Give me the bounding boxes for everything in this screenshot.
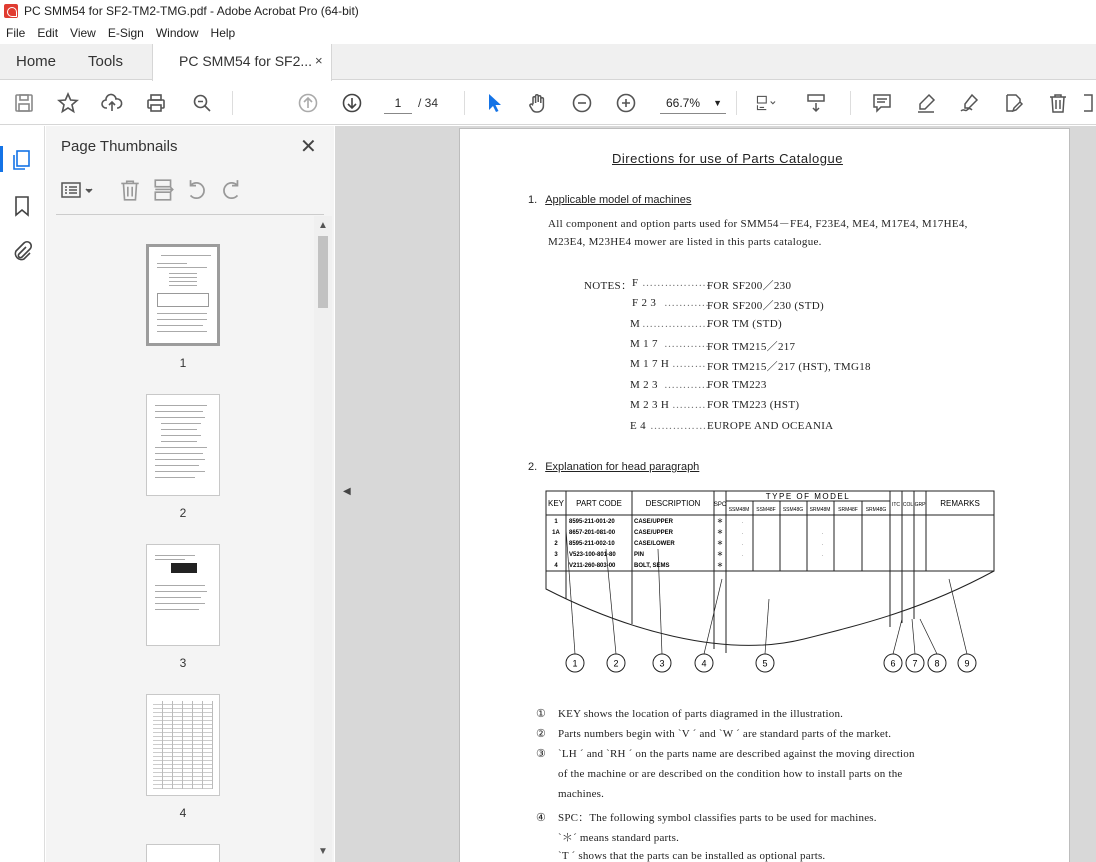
model-header: SRM48M [809, 507, 831, 513]
page-thumbnails-icon[interactable] [10, 148, 34, 172]
note-text: FOR TM215／217 [707, 341, 796, 353]
head-paragraph-diagram [544, 489, 1004, 679]
type-of-model-header: TYPE OF MODEL [765, 492, 851, 501]
save-icon[interactable] [12, 92, 36, 114]
explanation-continued: of the machine or are described on the condition how to install parts on the [558, 768, 903, 780]
note-dots: …………… [650, 420, 707, 432]
col-key-header: KEY [547, 499, 565, 508]
row-code: 8595-211-001-20 [569, 519, 615, 525]
next-page-icon[interactable] [340, 92, 364, 114]
scroll-down-icon[interactable]: ▼ [318, 846, 328, 857]
page-thumbnail-4[interactable] [146, 694, 220, 796]
more-tools-icon[interactable] [1082, 92, 1094, 114]
comment-icon[interactable] [870, 92, 894, 114]
page-number-input[interactable]: 1 [384, 92, 412, 114]
note-text: FOR SF200／230 (STD) [707, 300, 824, 312]
callout-5: 5 [762, 658, 768, 669]
row-desc: CASE/UPPER [634, 530, 674, 536]
explanation-continued: ˋ＊ˊ means standard parts. [558, 832, 680, 844]
page-thumbnails-panel [46, 126, 334, 862]
note-code: F [632, 277, 639, 289]
row-desc: CASE/LOWER [634, 541, 675, 547]
callout-2: 2 [613, 658, 619, 669]
note-text: FOR TM223 [707, 379, 767, 391]
tab-tools[interactable]: Tools [88, 53, 124, 70]
callout-1: 1 [572, 658, 578, 669]
section-1-text: All component and option parts used for SMM54－FE4, F23E4, ME4, M17E4, M17HE4, [548, 218, 968, 230]
select-cursor-icon[interactable] [482, 92, 506, 114]
row-code: 8657-201-081-00 [569, 530, 616, 536]
callout-7: 7 [912, 658, 918, 669]
row-spc: ＊ [716, 519, 724, 525]
page-thumbnail-label: 2 [179, 506, 187, 520]
section-1-text: M23E4, M23HE4 mower are listed in this parts catalogue. [548, 236, 822, 248]
model-header: SRM48F [838, 507, 858, 513]
col-remarks-header: REMARKS [940, 499, 980, 508]
document-title: Directions for use of Parts Catalogue [612, 151, 843, 166]
toolbar-separator [232, 91, 233, 115]
scroll-mode-icon[interactable] [804, 92, 828, 114]
panel-title: Page Thumbnails [61, 138, 178, 155]
edit-pdf-icon[interactable] [1002, 92, 1026, 114]
collapse-panel-icon[interactable]: ◀ [343, 486, 351, 497]
row-spc: ＊ [716, 563, 724, 569]
row-code: V523-100-801-80 [569, 552, 616, 558]
thumbnail-scrollbar[interactable] [314, 216, 332, 862]
zoom-out-icon[interactable] [570, 92, 594, 114]
col-spc-header: SPC [713, 502, 727, 508]
note-text: FOR TM223 (HST) [707, 399, 800, 411]
note-dots: ………… [664, 379, 710, 391]
scroll-up-icon[interactable]: ▲ [318, 220, 328, 231]
model-header: SRM48G [865, 507, 887, 513]
page-total: / 34 [418, 96, 439, 110]
delete-trash-icon[interactable] [1046, 92, 1070, 114]
note-text: FOR TM215／217 (HST), TMG18 [707, 361, 871, 373]
document-viewer [335, 126, 1096, 862]
bookmark-icon[interactable] [10, 194, 34, 218]
note-code: M 2 3 H [630, 399, 670, 411]
explanation-item: ② Parts numbers begin with ˋV ˊ and ˋW ˊ are standard parts of the market. [536, 728, 892, 740]
zoom-level-select[interactable] [660, 92, 726, 114]
highlight-pen-icon[interactable] [914, 92, 938, 114]
callout-3: 3 [659, 658, 665, 669]
delete-page-icon[interactable] [118, 178, 142, 202]
menu-esign[interactable]: E-Sign [107, 26, 144, 40]
explanation-item: ③ ˋLH ˊ and ˋRH ˊ on the parts name are described against the moving direction [536, 748, 915, 760]
attachment-icon[interactable] [10, 240, 34, 264]
model-header: SSM48G [782, 507, 804, 513]
note-code: M 1 7 H [630, 358, 670, 370]
menu-help[interactable]: Help [210, 26, 236, 40]
page-thumbnail-1[interactable] [146, 244, 220, 346]
explanation-continued: machines. [558, 788, 605, 800]
svg-text:.: . [742, 541, 744, 547]
note-code: M [630, 318, 641, 330]
notes-label: NOTES： [584, 280, 633, 292]
insert-page-icon[interactable] [152, 178, 176, 202]
svg-text:.: . [742, 552, 744, 558]
note-dots: ……… [672, 399, 706, 411]
options-menu-icon[interactable] [60, 178, 96, 202]
menu-window[interactable]: Window [155, 26, 199, 40]
row-desc: BOLT, SEMS [634, 563, 670, 569]
note-code: E 4 [630, 420, 646, 432]
note-text: FOR TM (STD) [707, 318, 782, 330]
toolbar [0, 81, 1096, 125]
rotate-clockwise-icon[interactable] [220, 178, 244, 202]
tab-home[interactable]: Home [16, 53, 57, 70]
tab-document[interactable] [152, 44, 332, 81]
close-panel-icon[interactable]: ✕ [300, 136, 317, 158]
explanation-item: ④ SPC：The following symbol classifies parts to be used for machines. [536, 812, 877, 824]
callout-8: 8 [934, 658, 940, 669]
note-text: FOR SF200／230 [707, 280, 792, 292]
note-dots: ……… [672, 358, 706, 370]
acrobat-icon [4, 4, 18, 18]
active-indicator [0, 146, 3, 172]
explanation-item: ① KEY shows the location of parts diagramed in the illustration. [536, 708, 844, 720]
svg-text:.: . [822, 541, 824, 547]
section-2-heading: 2. Explanation for head paragraph [528, 461, 700, 473]
tab-document-label: PC SMM54 for SF2... [179, 53, 313, 69]
menu-edit[interactable]: Edit [37, 26, 59, 40]
chevron-down-icon: ▼ [713, 98, 722, 108]
callout-6: 6 [890, 658, 896, 669]
upload-cloud-icon[interactable] [100, 92, 124, 114]
model-header: SSM48F [756, 507, 776, 513]
row-key: 1 [554, 519, 558, 525]
col-col-header: COL [902, 502, 914, 508]
close-tab-icon[interactable]: × [315, 53, 323, 68]
note-text: EUROPE AND OCEANIA [707, 420, 834, 432]
row-desc: CASE/UPPER [634, 519, 674, 525]
page-fit-icon[interactable] [750, 92, 784, 114]
row-key: 3 [554, 552, 558, 558]
svg-text:.: . [742, 530, 744, 536]
row-desc: PIN [634, 552, 645, 558]
note-dots: ……………… [642, 277, 710, 289]
toolbar-separator [464, 91, 465, 115]
svg-text:.: . [822, 530, 824, 536]
callout-4: 4 [701, 658, 707, 669]
rotate-counterclockwise-icon[interactable] [184, 178, 208, 202]
menu-view[interactable]: View [70, 26, 96, 40]
row-key: 4 [554, 563, 558, 569]
zoom-level-value: 66.7% [666, 96, 701, 110]
row-spc: ＊ [716, 552, 724, 558]
print-icon[interactable] [144, 92, 168, 114]
panel-toolbar [60, 178, 320, 202]
previous-page-icon[interactable] [296, 92, 320, 114]
col-part-code-header: PART CODE [576, 499, 622, 508]
row-code: V211-260-803-00 [569, 563, 616, 569]
page-thumbnail-3[interactable] [146, 544, 220, 646]
menu-bar [0, 22, 1096, 44]
thumbnail-list [46, 216, 316, 862]
note-dots: ………… [664, 338, 710, 350]
bookmark-star-icon[interactable] [56, 92, 80, 114]
row-spc: ＊ [716, 530, 724, 536]
page-thumbnail-2[interactable] [146, 394, 220, 496]
col-description-header: DESCRIPTION [645, 499, 701, 508]
note-dots: ………… [664, 297, 710, 309]
page-thumbnail-label: 1 [179, 356, 187, 370]
page-thumbnail-label: 3 [179, 656, 187, 670]
col-itc-header: ITC [891, 502, 901, 508]
page-thumbnail-5[interactable] [146, 844, 220, 862]
page-thumbnail-label: 4 [179, 806, 187, 820]
toolbar-separator [850, 91, 851, 115]
window-title: PC SMM54 for SF2-TM2-TMG.pdf - Adobe Acrobat Pro (64-bit) [24, 4, 359, 18]
navigation-rail [0, 126, 45, 862]
row-spc: ＊ [716, 541, 724, 547]
row-key: 1A [552, 530, 560, 536]
note-code: M 2 3 [630, 379, 658, 391]
svg-text:.: . [742, 519, 744, 525]
zoom-search-icon[interactable] [190, 92, 214, 114]
scrollbar-thumb[interactable] [318, 236, 328, 308]
pdf-page [459, 128, 1070, 862]
zoom-in-icon[interactable] [614, 92, 638, 114]
explanation-continued: ˋT ˊ shows that the parts can be installed as optional parts. [558, 850, 826, 862]
tab-bar [0, 44, 1096, 80]
hand-tool-icon[interactable] [526, 92, 550, 114]
model-header: SSM48M [728, 507, 750, 513]
menu-file[interactable]: File [6, 26, 26, 40]
col-grp-header: GRP [914, 502, 926, 508]
section-1-heading: 1. Applicable model of machines [528, 194, 692, 206]
svg-text:.: . [822, 552, 824, 558]
note-code: F 2 3 [632, 297, 657, 309]
note-dots: ……………… [642, 318, 710, 330]
toolbar-separator [736, 91, 737, 115]
row-key: 2 [554, 541, 558, 547]
note-code: M 1 7 [630, 338, 658, 350]
title-bar [0, 0, 1096, 22]
panel-divider [56, 214, 324, 215]
callout-9: 9 [964, 658, 970, 669]
row-code: 8595-211-002-10 [569, 541, 615, 547]
sign-icon[interactable] [958, 92, 982, 114]
